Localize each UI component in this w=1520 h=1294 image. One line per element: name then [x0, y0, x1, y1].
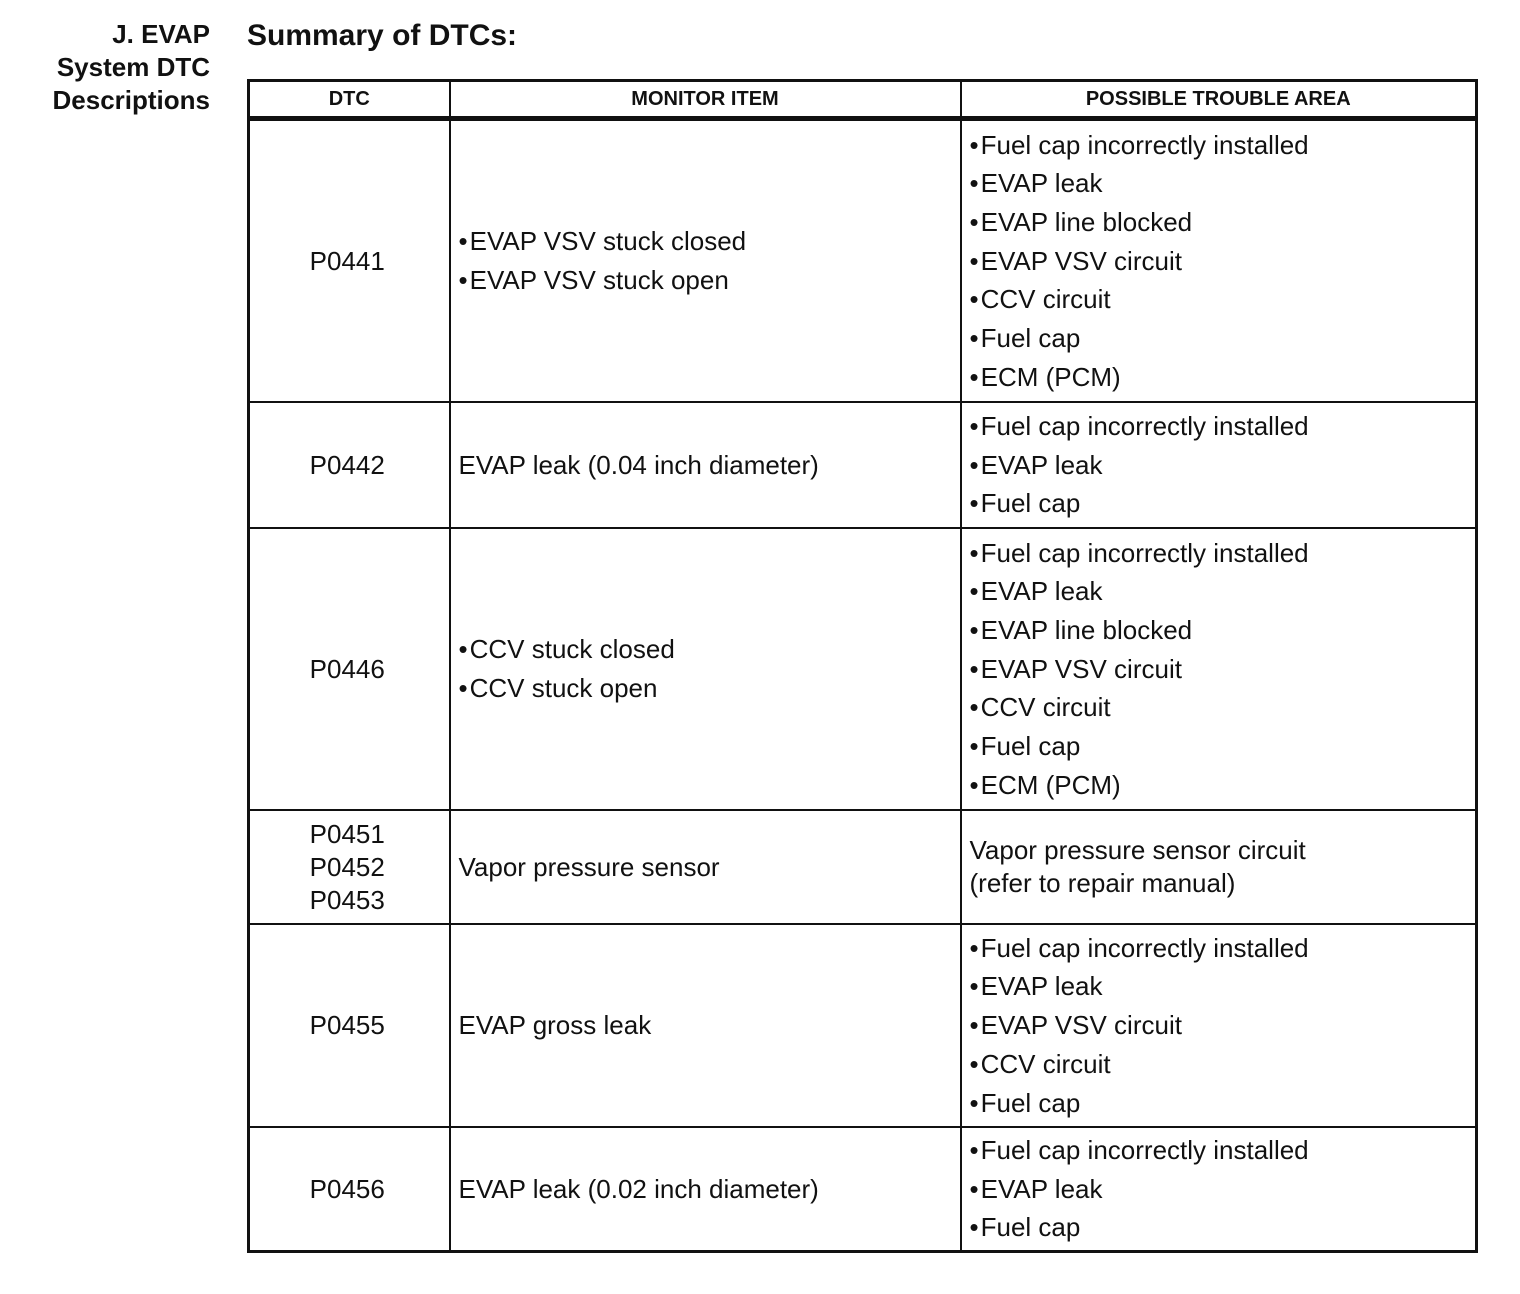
- trouble-item: • Fuel cap: [970, 484, 1476, 523]
- dtc-code: P0451: [309, 818, 385, 849]
- dtc-code-cell: [249, 924, 450, 1127]
- summary-title: Summary of DTCs:: [247, 19, 518, 52]
- trouble-item: • EVAP leak: [970, 572, 1476, 611]
- trouble-item: • CCV circuit: [970, 688, 1476, 727]
- trouble-item: • Fuel cap: [970, 727, 1476, 766]
- dtc-code: P0453: [309, 884, 385, 915]
- dtc-code: P0442: [309, 449, 385, 480]
- trouble-area-cell: [961, 1127, 1477, 1252]
- section-heading-line: System DTC: [56, 52, 210, 82]
- section-heading-line: Descriptions: [52, 85, 210, 115]
- trouble-area-cell: [961, 528, 1477, 810]
- trouble-item: (refer to repair manual): [969, 868, 1236, 898]
- dtc-code: P0456: [309, 1173, 385, 1204]
- trouble-item: • ECM (PCM): [970, 358, 1476, 397]
- dtc-code-cell: [249, 1127, 450, 1252]
- table-row: [249, 924, 1477, 1127]
- monitor-item: • CCV stuck open: [459, 669, 960, 708]
- monitor-item: EVAP leak (0.04 inch diameter): [458, 449, 819, 480]
- dtc-code-cell: [249, 119, 450, 403]
- monitor-item: Vapor pressure sensor: [458, 851, 720, 882]
- trouble-item: • EVAP VSV circuit: [970, 650, 1476, 689]
- monitor-item: EVAP gross leak: [458, 1010, 652, 1041]
- header-possible-trouble-area: POSSIBLE TROUBLE AREA: [961, 81, 1477, 119]
- trouble-item: • Fuel cap: [970, 1208, 1476, 1247]
- table-row: [249, 810, 1477, 924]
- trouble-item: • CCV circuit: [970, 280, 1476, 319]
- trouble-item: • Fuel cap incorrectly installed: [970, 534, 1476, 573]
- section-heading: [20, 18, 210, 117]
- section-heading-line: J. EVAP: [112, 19, 210, 49]
- trouble-area-cell: [961, 402, 1477, 528]
- monitor-item: • EVAP VSV stuck open: [459, 261, 960, 300]
- trouble-item: • ECM (PCM): [970, 766, 1476, 805]
- dtc-code-cell: [249, 402, 450, 528]
- trouble-item: • Fuel cap: [970, 1084, 1476, 1123]
- dtc-code: P0452: [309, 851, 385, 882]
- trouble-item: • EVAP leak: [970, 967, 1476, 1006]
- table-row: [249, 119, 1477, 403]
- dtc-code-cell: [249, 810, 450, 924]
- monitor-item-cell: [450, 924, 961, 1127]
- header-monitor-item: MONITOR ITEM: [450, 81, 961, 119]
- trouble-item: • EVAP leak: [970, 446, 1476, 485]
- trouble-item: • Fuel cap incorrectly installed: [970, 407, 1476, 446]
- trouble-item: • Fuel cap incorrectly installed: [970, 929, 1476, 968]
- trouble-item: • CCV circuit: [970, 1045, 1476, 1084]
- trouble-item: • EVAP VSV circuit: [970, 242, 1476, 281]
- monitor-item-cell: [450, 528, 961, 810]
- table-row: [249, 402, 1477, 528]
- trouble-item: • EVAP VSV circuit: [970, 1006, 1476, 1045]
- trouble-area-cell: [961, 810, 1477, 924]
- dtc-summary-table: [247, 79, 1478, 1253]
- trouble-item: Vapor pressure sensor circuit: [969, 835, 1306, 865]
- monitor-item: • EVAP VSV stuck closed: [459, 222, 960, 261]
- trouble-area-cell: [961, 119, 1477, 403]
- trouble-item: • Fuel cap: [970, 319, 1476, 358]
- trouble-area-cell: [961, 924, 1477, 1127]
- dtc-code: P0441: [309, 245, 385, 276]
- dtc-code-cell: [249, 528, 450, 810]
- trouble-item: • EVAP line blocked: [970, 611, 1476, 650]
- monitor-item: • CCV stuck closed: [459, 630, 960, 669]
- dtc-code: P0446: [309, 653, 385, 684]
- table-row: [249, 528, 1477, 810]
- trouble-item: • EVAP leak: [970, 164, 1476, 203]
- trouble-item: • Fuel cap incorrectly installed: [970, 1131, 1476, 1170]
- dtc-code: P0455: [309, 1010, 385, 1040]
- trouble-item: • EVAP leak: [970, 1170, 1476, 1209]
- table-header-row: [249, 81, 1477, 119]
- trouble-item: • EVAP line blocked: [970, 203, 1476, 242]
- header-dtc: DTC: [249, 81, 450, 119]
- monitor-item-cell: [450, 810, 961, 924]
- monitor-item-cell: [450, 402, 961, 528]
- monitor-item-cell: [450, 119, 961, 403]
- table-row: [249, 1127, 1477, 1252]
- monitor-item-cell: [450, 1127, 961, 1252]
- monitor-item: EVAP leak (0.02 inch diameter): [458, 1173, 819, 1204]
- trouble-item: • Fuel cap incorrectly installed: [970, 126, 1476, 165]
